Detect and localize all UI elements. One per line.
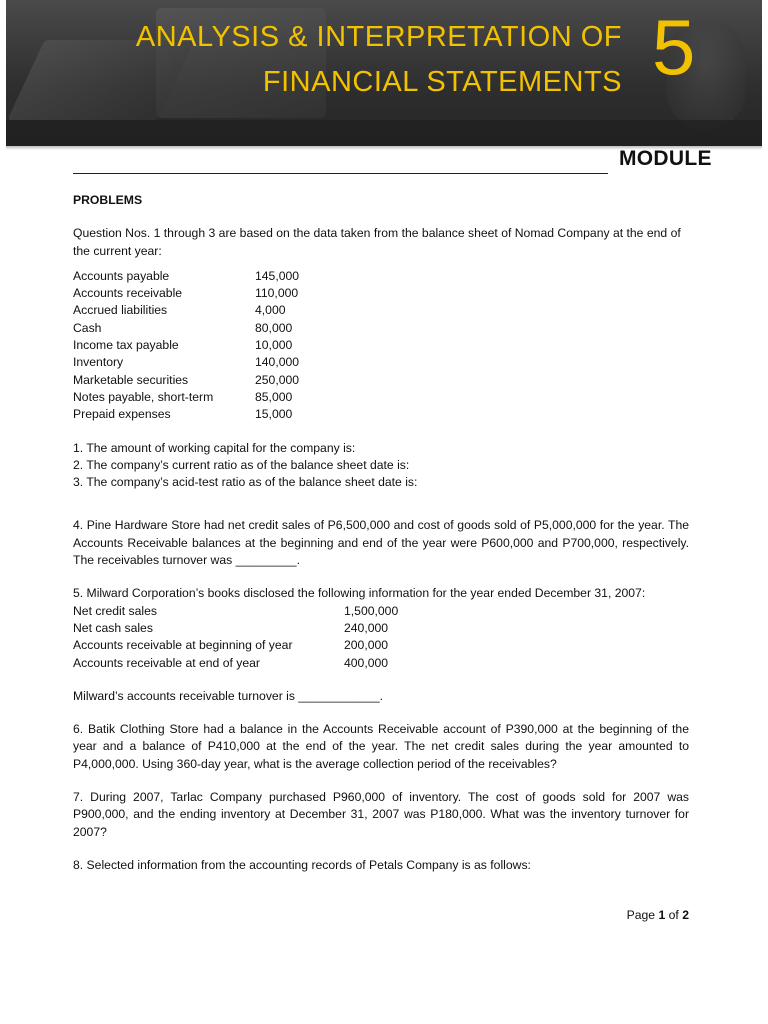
- page-current: 1: [658, 908, 666, 922]
- of-word: of: [668, 908, 679, 922]
- document-body: [73, 190, 689, 874]
- balance-row-value: 145,000: [255, 268, 300, 283]
- balance-row-label: Accrued liabilities: [73, 303, 168, 318]
- question-3: 3. The company’s acid-test ratio as of the balance sheet date is:: [73, 475, 418, 490]
- balance-row-label: Income tax payable: [73, 338, 179, 353]
- milward-table: [73, 603, 398, 672]
- header-rule: [73, 173, 608, 174]
- balance-row-value: 250,000: [255, 372, 300, 387]
- balance-row: [73, 302, 299, 319]
- balance-row-value: 10,000: [255, 338, 293, 353]
- milward-row-label: Accounts receivable at end of year: [73, 655, 260, 670]
- background-desk: [6, 120, 762, 146]
- question-6: 6. Batik Clothing Store had a balance in the Accounts Receivable account of P390,000 at the beginning of the year and a balance of P410,000 at the end of the year. The net credit sales during the year amounted to P4,000,000. Using 360-day year, what is the average collection period of the receivables?: [73, 722, 689, 771]
- page-footer: [627, 908, 689, 922]
- balance-sheet-table: [73, 268, 299, 424]
- milward-row-label: Net cash sales: [73, 620, 153, 635]
- question-4: 4. Pine Hardware Store had net credit sales of P6,500,000 and cost of goods sold of P5,000,000 for the year. The Accounts Receivable balances at the beginning and end of the year were P600,000 and P700,000, respectively. The receivables turnover was _________.: [73, 518, 689, 568]
- milward-row-value: 400,000: [344, 655, 389, 670]
- balance-row: [73, 406, 299, 423]
- page-total: 2: [682, 908, 689, 922]
- module-number: 5: [652, 3, 696, 91]
- milward-row-value: 240,000: [344, 620, 389, 635]
- balance-row-label: Inventory: [73, 355, 124, 370]
- milward-row: [73, 655, 398, 672]
- page-word: Page: [626, 908, 656, 922]
- balance-row: [73, 337, 299, 354]
- balance-row-label: Accounts receivable: [73, 286, 183, 301]
- header-banner: [6, 0, 762, 146]
- milward-row: [73, 637, 398, 654]
- balance-row: [73, 354, 299, 371]
- balance-row-label: Prepaid expenses: [73, 407, 171, 422]
- module-label: MODULE: [619, 147, 712, 170]
- balance-row-value: 110,000: [255, 286, 299, 301]
- milward-row-label: Accounts receivable at beginning of year: [73, 638, 293, 653]
- balance-row: [73, 372, 299, 389]
- milward-row: [73, 603, 398, 620]
- question-7: 7. During 2007, Tarlac Company purchased P960,000 of inventory. The cost of goods sold for 2007 was P900,000, and the ending inventory at December 31, 2007 was P180,000. What was the inventory turnover for 2007?: [73, 790, 689, 839]
- balance-row-label: Notes payable, short-term: [73, 389, 214, 404]
- milward-row-label: Net credit sales: [73, 603, 157, 618]
- milward-row-value: 200,000: [344, 638, 389, 653]
- balance-row: [73, 389, 299, 406]
- milward-row-value: 1,500,000: [344, 603, 399, 618]
- section-title: PROBLEMS: [73, 193, 143, 207]
- balance-row-value: 15,000: [255, 407, 293, 422]
- balance-row-value: 4,000: [255, 303, 286, 318]
- balance-row: [73, 285, 299, 302]
- balance-row-value: 85,000: [255, 389, 293, 404]
- question-1: 1. The amount of working capital for the company is:: [73, 440, 356, 455]
- balance-row-value: 140,000: [255, 355, 300, 370]
- milward-row: [73, 620, 398, 637]
- balance-row: [73, 320, 299, 337]
- question-5: Milward’s accounts receivable turnover is ____________.: [73, 688, 384, 703]
- balance-row-label: Cash: [73, 320, 102, 335]
- title-line-2: FINANCIAL STATEMENTS: [262, 66, 622, 98]
- balance-row-label: Accounts payable: [73, 268, 170, 283]
- intro-text: Question Nos. 1 through 3 are based on the data taken from the balance sheet of Nomad Company at the end of the current year:: [73, 226, 681, 258]
- balance-row: [73, 268, 299, 285]
- question-5-intro: 5. Milward Corporation’s books disclosed the following information for the year ended December 31, 2007:: [73, 586, 646, 601]
- questions-1-3: [73, 440, 689, 492]
- balance-row-label: Marketable securities: [73, 372, 189, 387]
- title-line-1: ANALYSIS & INTERPRETATION OF: [135, 21, 622, 53]
- question-2: 2. The company’s current ratio as of the balance sheet date is:: [73, 457, 410, 472]
- balance-row-value: 80,000: [255, 320, 293, 335]
- question-8: 8. Selected information from the accounting records of Petals Company is as follows:: [73, 857, 531, 872]
